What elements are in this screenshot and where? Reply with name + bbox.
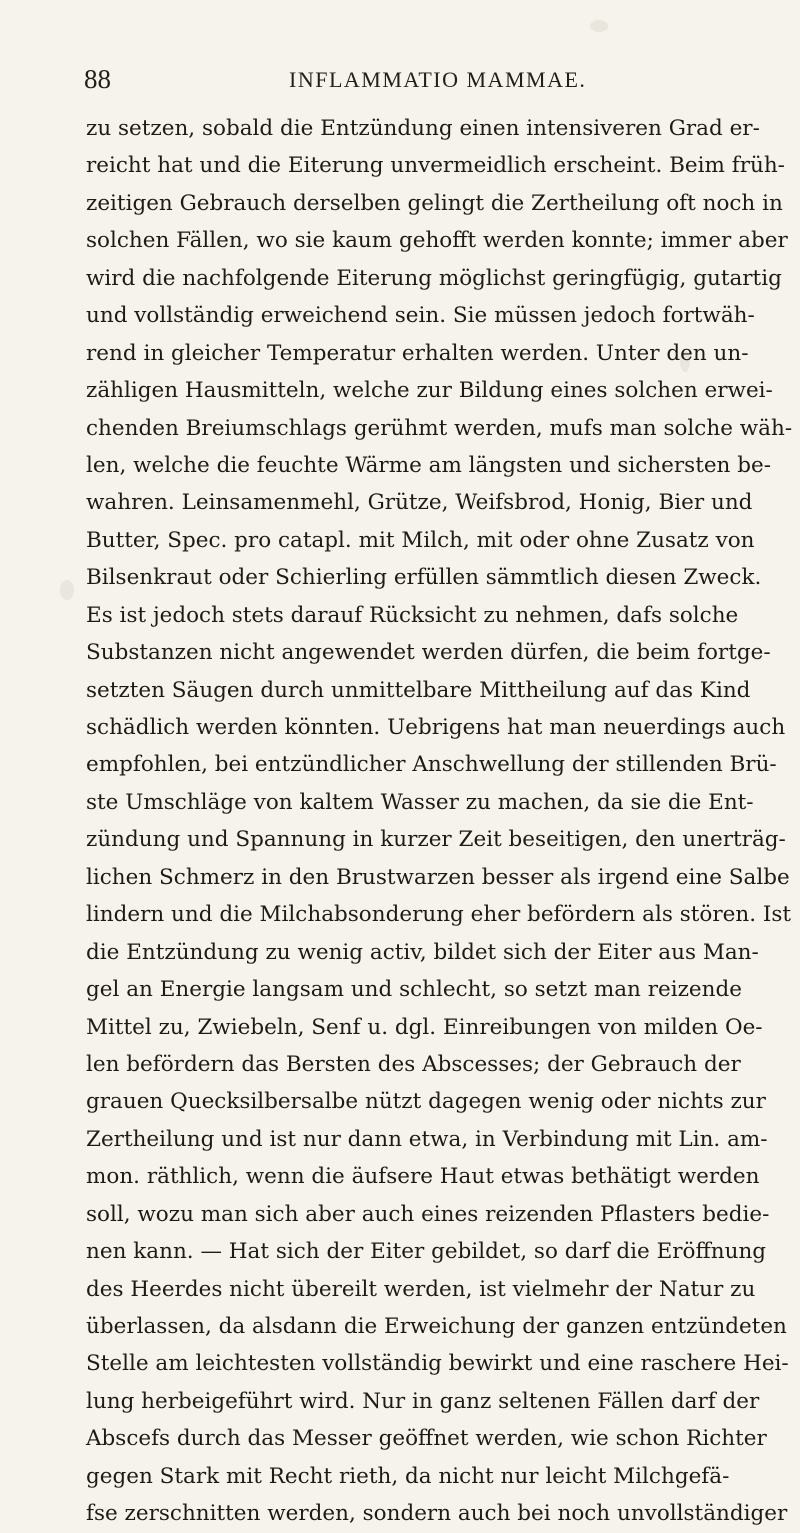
- text-line: überlassen, da alsdann die Erweichung der ganzen entzündeten: [86, 1314, 787, 1339]
- text-line: die Entzündung zu wenig activ, bildet sich der Eiter aus Man-: [86, 939, 759, 965]
- text-line: chenden Breiumschlags gerühmt werden, mufs man solche wäh-: [86, 415, 793, 441]
- text-line: zündung und Spannung in kurzer Zeit beseitigen, den unerträg-: [86, 827, 786, 853]
- text-line: wird die nachfolgende Eiterung möglichst geringfügig, gutartig: [86, 265, 782, 291]
- text-line: des Heerdes nicht übereilt werden, ist vielmehr der Natur zu: [86, 1276, 756, 1302]
- text-line: gegen Stark mit Recht rieth, da nicht nur leicht Milchgefä-: [86, 1463, 730, 1489]
- text-line: Substanzen nicht angewendet werden dürfen, die beim fortge-: [86, 640, 771, 666]
- page-header: [84, 64, 714, 96]
- text-line: grauen Quecksilbersalbe nützt dagegen wenig oder nichts zur: [86, 1089, 766, 1115]
- text-line: len, welche die feuchte Wärme am längsten und sichersten be-: [86, 452, 771, 478]
- text-line: lichen Schmerz in den Brustwarzen besser als irgend eine Salbe: [86, 864, 790, 890]
- text-line: len befördern das Bersten des Abscesses; der Gebrauch der: [86, 1051, 741, 1077]
- text-line: wahren. Leinsamenmehl, Grütze, Weifsbrod, Honig, Bier und: [86, 490, 753, 516]
- text-line: mon. räthlich, wenn die äufsere Haut etwas bethätigt werden: [86, 1164, 760, 1190]
- text-line: und vollständig erweichend sein. Sie müssen jedoch fortwäh-: [86, 303, 755, 329]
- text-line: soll, wozu man sich aber auch eines reizenden Pflasters bedie-: [86, 1201, 770, 1227]
- text-line: fse zerschnitten werden, sondern auch bei noch unvollständiger: [86, 1501, 788, 1527]
- text-line: zu setzen, sobald die Entzündung einen intensiveren Grad er-: [86, 116, 760, 141]
- text-line: rend in gleicher Temperatur erhalten werden. Unter den un-: [86, 340, 749, 366]
- text-line: ste Umschläge von kaltem Wasser zu machen, da sie die Ent-: [86, 789, 754, 815]
- text-line: schädlich werden könnten. Uebrigens hat man neuerdings auch: [86, 715, 786, 740]
- text-line: solchen Fällen, wo sie kaum gehofft werden konnte; immer aber: [86, 228, 788, 254]
- text-line: Butter, Spec. pro catapl. mit Milch, mit oder ohne Zusatz von: [86, 527, 755, 553]
- text-line: Es ist jedoch stets darauf Rücksicht zu nehmen, dafs solche: [86, 602, 739, 628]
- text-line: lung herbeigeführt wird. Nur in ganz seltenen Fällen darf der: [86, 1388, 760, 1414]
- text-line: setzten Säugen durch unmittelbare Mittheilung auf das Kind: [86, 677, 751, 703]
- page-number: 88: [84, 64, 111, 94]
- text-line: zeitigen Gebrauch derselben gelingt die Zertheilung oft noch in: [86, 190, 783, 216]
- paper-stain: [590, 20, 608, 32]
- running-title: INFLAMMATIO MAMMAE.: [289, 67, 587, 92]
- text-line: gel an Energie langsam und schlecht, so setzt man reizende: [86, 977, 742, 1003]
- text-line: empfohlen, bei entzündlicher Anschwellung der stillenden Brü-: [86, 752, 777, 778]
- text-line: reicht hat und die Eiterung unvermeidlich erscheint. Beim früh-: [86, 153, 785, 179]
- text-line: lindern und die Milchabsonderung eher befördern als stören. Ist: [86, 902, 792, 928]
- text-line: Zertheilung und ist nur dann etwa, in Verbindung mit Lin. am-: [86, 1126, 768, 1152]
- text-line: nen kann. — Hat sich der Eiter gebildet, so darf die Eröffnung: [86, 1239, 767, 1265]
- body-text: [86, 110, 793, 1533]
- text-line: Mittel zu, Zwiebeln, Senf u. dgl. Einreibungen von milden Oe-: [86, 1014, 763, 1040]
- paper-stain: [60, 580, 74, 600]
- text-line: Bilsenkraut oder Schierling erfüllen sämmtlich diesen Zweck.: [86, 565, 762, 591]
- text-line: Stelle am leichtesten vollständig bewirkt und eine raschere Hei-: [86, 1351, 789, 1377]
- text-line: zähligen Hausmitteln, welche zur Bildung eines solchen erwei-: [86, 378, 773, 404]
- text-line: Abscefs durch das Messer geöffnet werden, wie schon Richter: [86, 1426, 767, 1452]
